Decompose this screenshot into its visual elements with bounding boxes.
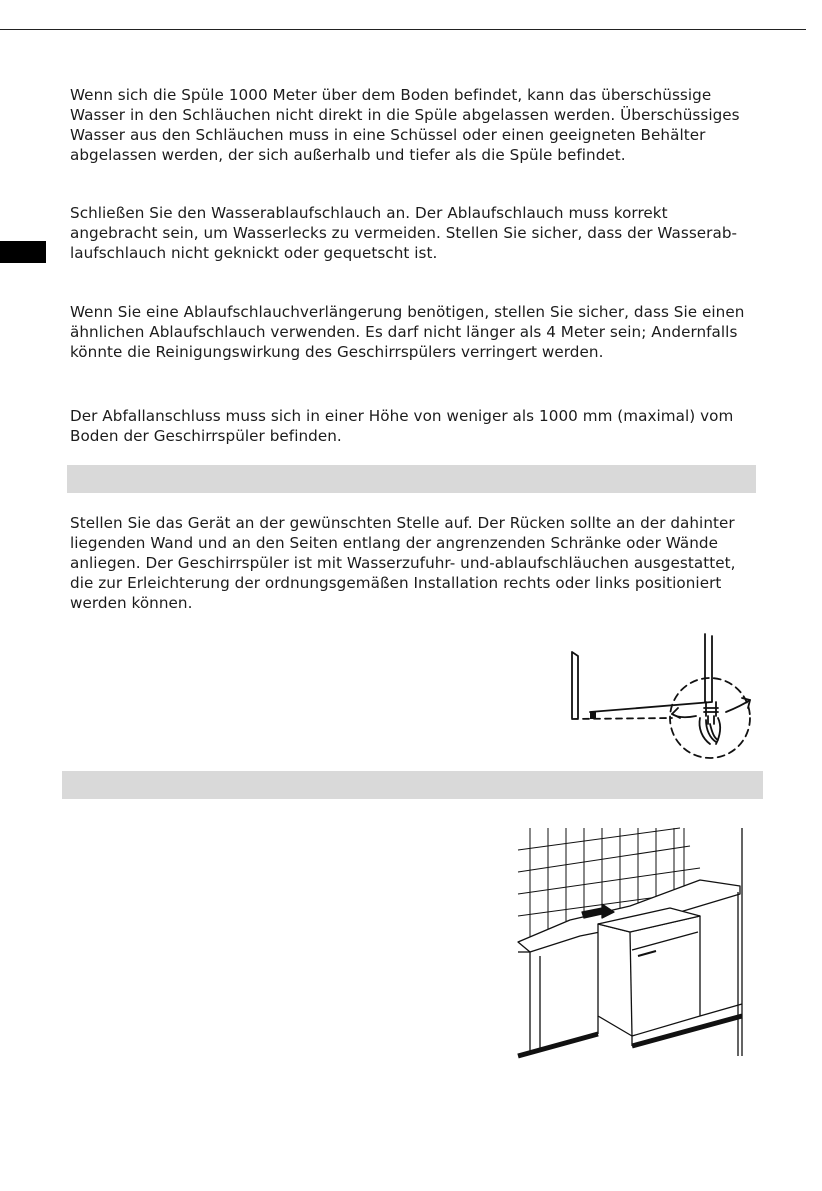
paragraph-hose-extension: Wenn Sie eine Ablaufschlauchverlängerung benötigen, stellen Sie sicher, dass Sie einen ähnlichen Ablaufschlauch verwenden. Es darf nicht länger als 4 Meter sein; Andernfalls könnte die Reinigungswirkung des Geschirrspülers verringert werden. [70,303,745,361]
paragraph-drain-hose-connect: Schließen Sie den Wasserablaufschlauch an. Der Ablaufschlauch muss korrekt angebracht sein, um Wasserlecks zu vermeiden. Stellen Sie sicher, dass der Wasserab- laufschlauch nicht geknickt oder gequetscht ist. [70,204,738,262]
paragraph-waste-connection: Der Abfallanschluss muss sich in einer Höhe von weniger als 1000 mm (maximal) vom Boden der Geschirrspüler befinden. [70,407,734,445]
section-header-band-2 [62,771,763,799]
paragraph-sink-height: Wenn sich die Spüle 1000 Meter über dem Boden befindet, kann das überschüssige Wasser in den Schläuchen nicht direkt in die Spüle abgelassen werden. Überschüssiges Wasser aus den Schläuchen muss in eine Schüssel oder einen geeigneten Behälter abgelassen werden, der sich außerhalb und tiefer als die Spüle befindet. [70,86,740,164]
kitchen-installation-illustration [510,820,760,1065]
section-header-band [67,465,756,493]
language-tab-marker [0,241,46,263]
header-rule [0,29,806,30]
paragraph-positioning: Stellen Sie das Gerät an der gewünschten Stelle auf. Der Rücken sollte an der dahinter liegenden Wand und an den Seiten entlang der angrenzenden Schränke oder Wände anliegen. Der Geschirrspüler ist mit Wasserzufuhr- und-ablaufschläuchen ausgestattet, die zur Erleichterung der ordnungsgemäßen Installation rechts oder links positioniert werden können. [70,514,736,612]
leveling-foot-illustration [560,632,760,782]
